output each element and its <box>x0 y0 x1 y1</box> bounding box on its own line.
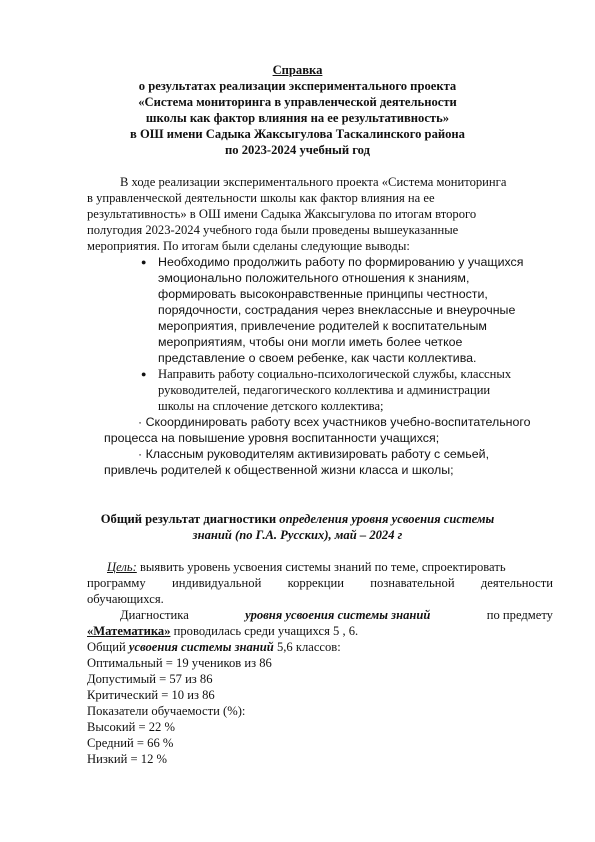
diag-emphasis: уровня усвоения системы знаний <box>245 608 431 622</box>
title-line-1: о результатах реализации экспериментального проекта <box>138 79 457 93</box>
diag-scope: проводилась среди учащихся 5 , 6. <box>170 624 359 638</box>
section-title-emphasis: определения уровня усвоения системы <box>279 512 495 526</box>
bullet-3-line-2: процесса на повышение уровня воспитанности учащихся; <box>104 431 440 445</box>
bullet-4-line-2: привлечь родителей к общественной жизни класса и школы; <box>104 463 454 477</box>
goal-line-2: программу индивидуальной коррекции познавательной деятельности <box>87 576 553 590</box>
doc-title: Справка <box>272 63 323 77</box>
section-title-line-1 <box>0 511 595 527</box>
diag-subject-label: по предмету <box>486 608 553 622</box>
result-high: Высокий = 22 % <box>87 720 175 734</box>
section-title-plain: Общий результат диагностики <box>100 512 280 526</box>
diag-line-3 <box>87 639 341 655</box>
learnability-heading: Показатели обучаемости (%): <box>87 704 246 718</box>
result-optimal: Оптимальный = 19 учеников из 86 <box>87 656 272 670</box>
intro-line-1: В ходе реализации экспериментального проекта «Система мониторинга <box>120 175 507 189</box>
bullet-3-line-1: · Скоординировать работу всех участников учебно-воспитательного <box>138 415 531 429</box>
goal-line-1 <box>107 559 506 575</box>
diag-line-1 <box>120 607 553 623</box>
bullet-1-line-7: представление о своем ребенке, как части коллектива. <box>158 351 477 365</box>
bullet-2-line-1: Направить работу социально-психологической службы, классных <box>158 367 512 381</box>
overall-label: Общий <box>87 640 129 654</box>
result-acceptable: Допустимый = 57 из 86 <box>87 672 213 686</box>
title-line-2: «Система мониторинга в управленческой деятельности <box>138 95 457 109</box>
bullet-1-line-2: эмоционально положительного отношения к знаниям, <box>158 271 470 285</box>
bullet-dot-icon: ● <box>141 369 147 379</box>
intro-line-4: полугодия 2023-2024 учебного года были проведены вышеуказанные <box>87 223 459 237</box>
bullet-2-line-2: руководителей, педагогического коллектива и администрации <box>158 383 491 397</box>
title-line-3: школы как фактор влияния на ее результативность» <box>145 111 450 125</box>
diag-line-2 <box>87 623 358 639</box>
bullet-1-line-3: формировать высоконравственные принципы честности, <box>158 287 488 301</box>
bullet-4-line-1: · Классным руководителям активизировать работу с семьей, <box>138 447 490 461</box>
intro-line-3: результативность» в ОШ имени Садыка Жаксыгулова по итогам второго <box>87 207 477 221</box>
intro-line-2: в управленческой деятельности школы как фактор влияния на ее <box>87 191 435 205</box>
overall-classes: 5,6 классов: <box>273 640 341 654</box>
title-line-4: в ОШ имени Садыка Жаксыгулова Таскалинского района <box>130 127 465 141</box>
intro-line-5: мероприятия. По итогам были сделаны следующие выводы: <box>87 239 410 253</box>
bullet-1-line-1: Необходимо продолжить работу по формированию у учащихся <box>158 255 524 269</box>
diag-label: Диагностика <box>120 608 189 622</box>
subject-name: «Математика» <box>87 624 171 638</box>
goal-label: Цель: <box>107 560 137 574</box>
bullet-1-line-4: порядочности, сострадания через внеклассные и внеурочные <box>158 303 516 317</box>
result-critical: Критический = 10 из 86 <box>87 688 215 702</box>
bullet-2-line-3: школы на сплочение детского коллектива; <box>158 399 384 413</box>
result-low: Низкий = 12 % <box>87 752 168 766</box>
goal-line-3: обучающихся. <box>87 592 164 606</box>
bullet-dot-icon: ● <box>141 257 147 267</box>
bullet-1-line-5: мероприятия, привлечение родителей к воспитательным <box>158 319 487 333</box>
bullet-1-line-6: мероприятиям, чтобы они могли иметь более четкое <box>158 335 463 349</box>
title-line-5: по 2023-2024 учебный год <box>225 143 370 157</box>
overall-emphasis: усвоения системы знаний <box>128 640 274 654</box>
result-medium: Средний = 66 % <box>87 736 174 750</box>
goal-text: выявить уровень усвоения системы знаний по теме, спроектировать <box>136 560 506 574</box>
section-title-line-2: знаний (по Г.А. Русских), май – 2024 г <box>192 528 403 542</box>
